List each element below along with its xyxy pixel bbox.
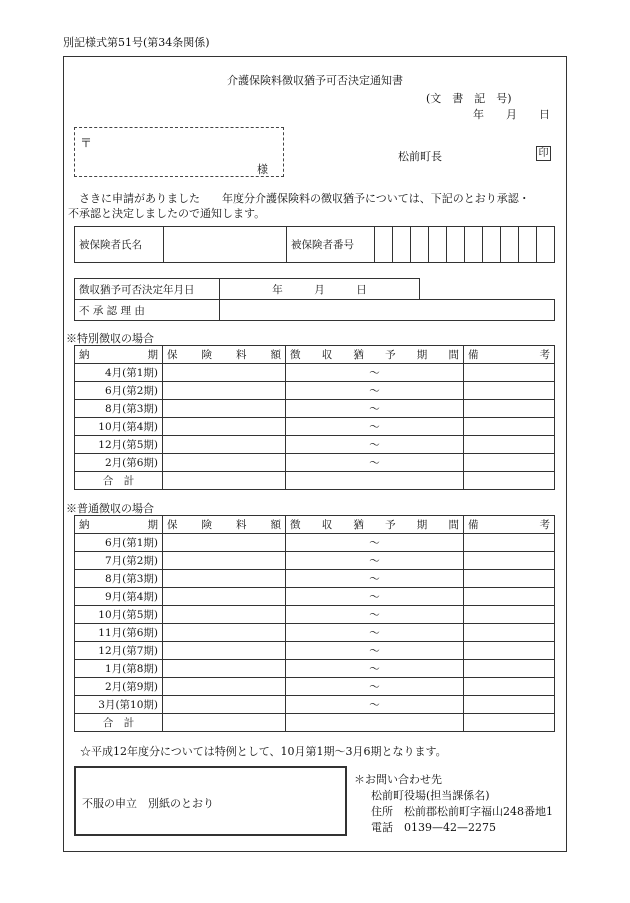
table-row — [75, 400, 555, 418]
insured-number-digit[interactable] — [447, 227, 465, 263]
premium-cell[interactable] — [163, 382, 286, 400]
insured-name-label: 被保険者氏名 — [75, 227, 164, 263]
remarks-cell[interactable] — [464, 552, 555, 570]
deferral-period-cell[interactable]: 〜 — [286, 400, 464, 418]
table-row — [75, 642, 555, 660]
total-premium-cell[interactable] — [163, 714, 286, 732]
period-cell: 7月(第2期) — [75, 552, 163, 570]
premium-cell[interactable] — [163, 552, 286, 570]
doc-number: (文 書 記 号) — [426, 92, 512, 105]
rejection-reason-label: 不 承 認 理 由 — [75, 300, 220, 321]
contact-office: 松前町役場(担当課係名) — [371, 789, 490, 802]
remarks-cell[interactable] — [464, 624, 555, 642]
period-cell: 1月(第8期) — [75, 660, 163, 678]
insured-number-digit[interactable] — [393, 227, 411, 263]
normal-section-label: ※普通徴収の場合 — [66, 502, 154, 515]
table-header-row — [75, 516, 555, 534]
remarks-cell[interactable] — [464, 588, 555, 606]
remarks-cell[interactable] — [464, 454, 555, 472]
honorific: 様 — [257, 163, 268, 176]
issue-date: 年 月 日 — [473, 108, 550, 121]
normal-collection-table — [74, 515, 555, 732]
decision-table — [74, 278, 555, 321]
period-cell: 11月(第6期) — [75, 624, 163, 642]
insured-table — [74, 226, 555, 263]
contact-heading: ＊お問い合わせ先 — [354, 773, 442, 786]
form-id: 別記様式第51号(第34条関係) — [63, 36, 210, 49]
body-text-line-2: 不承認と決定しましたので通知します。 — [68, 207, 266, 220]
premium-cell[interactable] — [163, 696, 286, 714]
table-row — [75, 436, 555, 454]
table-row — [75, 606, 555, 624]
table-row — [75, 660, 555, 678]
header-deferral: 徴収猶予期間 — [286, 346, 464, 364]
deferral-period-cell[interactable]: 〜 — [286, 382, 464, 400]
table-row — [75, 696, 555, 714]
remarks-cell[interactable] — [464, 534, 555, 552]
period-cell: 8月(第3期) — [75, 570, 163, 588]
table-row — [75, 678, 555, 696]
period-cell: 6月(第2期) — [75, 382, 163, 400]
table-row — [75, 418, 555, 436]
header-premium: 保険料額 — [163, 346, 286, 364]
header-period: 納期 — [75, 516, 163, 534]
remarks-cell[interactable] — [464, 660, 555, 678]
premium-cell[interactable] — [163, 400, 286, 418]
premium-cell[interactable] — [163, 660, 286, 678]
premium-cell[interactable] — [163, 678, 286, 696]
header-period: 納期 — [75, 346, 163, 364]
total-premium-cell[interactable] — [163, 472, 286, 490]
special-collection-table — [74, 345, 555, 490]
table-row — [75, 624, 555, 642]
total-remarks-cell — [464, 714, 555, 732]
address-box — [74, 127, 284, 177]
premium-cell[interactable] — [163, 642, 286, 660]
remarks-cell[interactable] — [464, 678, 555, 696]
deferral-period-cell[interactable]: 〜 — [286, 570, 464, 588]
issuer: 松前町長 — [398, 150, 442, 163]
insured-number-digit[interactable] — [501, 227, 519, 263]
deferral-period-cell[interactable]: 〜 — [286, 678, 464, 696]
total-deferral-cell — [286, 472, 464, 490]
total-label: 合 計 — [75, 472, 163, 490]
footnote: ☆平成12年度分については特例として、10月第1期〜3月6期となります。 — [80, 745, 447, 758]
appeal-box — [74, 766, 347, 836]
period-cell: 10月(第4期) — [75, 418, 163, 436]
total-label: 合 計 — [75, 714, 163, 732]
remarks-cell[interactable] — [464, 364, 555, 382]
period-cell: 4月(第1期) — [75, 364, 163, 382]
premium-cell[interactable] — [163, 436, 286, 454]
premium-cell[interactable] — [163, 570, 286, 588]
premium-cell[interactable] — [163, 364, 286, 382]
remarks-cell[interactable] — [464, 696, 555, 714]
total-row — [75, 714, 555, 732]
table-header-row — [75, 346, 555, 364]
premium-cell[interactable] — [163, 588, 286, 606]
special-section-label: ※特別徴収の場合 — [66, 332, 154, 345]
table-row — [75, 364, 555, 382]
table-row — [75, 534, 555, 552]
seal-mark: 印 — [536, 146, 551, 161]
table-row — [75, 570, 555, 588]
total-remarks-cell — [464, 472, 555, 490]
premium-cell[interactable] — [163, 454, 286, 472]
premium-cell[interactable] — [163, 418, 286, 436]
period-cell: 10月(第5期) — [75, 606, 163, 624]
insured-number-label: 被保険者番号 — [287, 227, 375, 263]
deferral-period-cell[interactable]: 〜 — [286, 624, 464, 642]
remarks-cell[interactable] — [464, 606, 555, 624]
period-cell: 2月(第9期) — [75, 678, 163, 696]
period-cell: 12月(第7期) — [75, 642, 163, 660]
total-deferral-cell — [286, 714, 464, 732]
insured-name-field[interactable] — [164, 227, 287, 263]
remarks-cell[interactable] — [464, 642, 555, 660]
rejection-reason-field[interactable] — [220, 300, 555, 321]
period-cell: 9月(第4期) — [75, 588, 163, 606]
period-cell: 12月(第5期) — [75, 436, 163, 454]
decision-date-value[interactable]: 年 月 日 — [220, 279, 420, 300]
remarks-cell[interactable] — [464, 436, 555, 454]
appeal-text: 不服の申立 別紙のとおり — [82, 797, 214, 810]
contact-address: 住所 松前郡松前町字福山248番地1 — [371, 805, 553, 818]
period-cell: 3月(第10期) — [75, 696, 163, 714]
total-row — [75, 472, 555, 490]
remarks-cell[interactable] — [464, 382, 555, 400]
deferral-period-cell[interactable]: 〜 — [286, 418, 464, 436]
deferral-period-cell[interactable]: 〜 — [286, 552, 464, 570]
deferral-period-cell[interactable]: 〜 — [286, 606, 464, 624]
postal-mark: 〒 — [80, 136, 93, 150]
period-cell: 2月(第6期) — [75, 454, 163, 472]
table-row — [75, 382, 555, 400]
table-row — [75, 454, 555, 472]
deferral-period-cell[interactable]: 〜 — [286, 642, 464, 660]
table-row — [75, 588, 555, 606]
deferral-period-cell[interactable]: 〜 — [286, 436, 464, 454]
premium-cell[interactable] — [163, 624, 286, 642]
contact-phone: 電話 0139—42—2275 — [371, 821, 496, 834]
remarks-cell[interactable] — [464, 418, 555, 436]
deferral-period-cell[interactable]: 〜 — [286, 454, 464, 472]
period-cell: 6月(第1期) — [75, 534, 163, 552]
remarks-cell[interactable] — [464, 570, 555, 588]
remarks-cell[interactable] — [464, 400, 555, 418]
document-title: 介護保険料徴収猶予可否決定通知書 — [227, 74, 403, 87]
insured-number-digit[interactable] — [465, 227, 483, 263]
header-deferral: 徴収猶予期間 — [286, 516, 464, 534]
insured-number-digit[interactable] — [483, 227, 501, 263]
insured-number-digit[interactable] — [537, 227, 555, 263]
insured-number-digit[interactable] — [375, 227, 393, 263]
header-remarks: 備考 — [464, 516, 555, 534]
period-cell: 8月(第3期) — [75, 400, 163, 418]
premium-cell[interactable] — [163, 534, 286, 552]
header-premium: 保険料額 — [163, 516, 286, 534]
header-remarks: 備考 — [464, 346, 555, 364]
deferral-period-cell[interactable]: 〜 — [286, 696, 464, 714]
deferral-period-cell[interactable]: 〜 — [286, 660, 464, 678]
premium-cell[interactable] — [163, 606, 286, 624]
insured-number-digit[interactable] — [519, 227, 537, 263]
table-row — [75, 552, 555, 570]
body-text-line-1: さきに申請がありました 年度分介護保険料の徴収猶予については、下記のとおり承認・ — [79, 192, 530, 205]
decision-date-label: 徴収猶予可否決定年月日 — [75, 279, 220, 300]
deferral-period-cell[interactable]: 〜 — [286, 534, 464, 552]
deferral-period-cell[interactable]: 〜 — [286, 364, 464, 382]
deferral-period-cell[interactable]: 〜 — [286, 588, 464, 606]
insured-number-digit[interactable] — [429, 227, 447, 263]
insured-number-digit[interactable] — [411, 227, 429, 263]
blank-cell — [420, 279, 555, 300]
